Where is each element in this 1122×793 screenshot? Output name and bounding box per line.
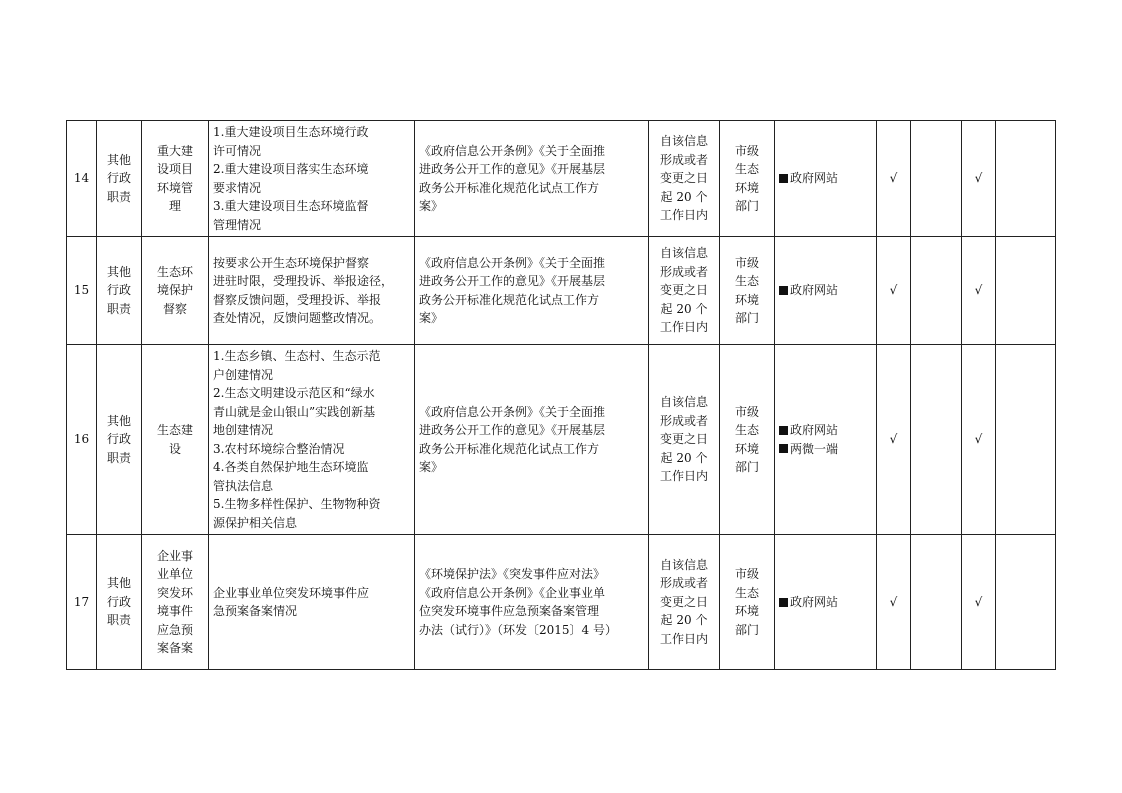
time-limit-cell-line: 起 20 个 bbox=[660, 613, 708, 628]
basis-cell bbox=[415, 237, 649, 345]
content-cell-line: 督察反馈问题，受理投诉、举报 bbox=[213, 292, 382, 307]
content-cell bbox=[209, 237, 415, 345]
category-cell-line: 行政 bbox=[106, 283, 131, 298]
content-cell-line: 要求情况 bbox=[213, 180, 262, 195]
channel-cell bbox=[775, 121, 877, 237]
time-limit-cell bbox=[649, 237, 720, 345]
check-cell-1: √ bbox=[877, 121, 911, 237]
item-cell-line: 业单位 bbox=[156, 567, 193, 581]
check-cell-2 bbox=[911, 237, 962, 345]
channel-cell bbox=[775, 345, 877, 535]
basis-cell-line: 办法（试行）》（环发〔2015〕4 号） bbox=[419, 622, 617, 637]
category-cell-line: 其他 bbox=[106, 264, 131, 279]
time-limit-cell-line: 起 20 个 bbox=[660, 450, 708, 465]
item-cell-line: 案备案 bbox=[156, 641, 193, 655]
content-cell-line: 查处情况，反馈问题整改情况。 bbox=[213, 311, 382, 325]
department-cell-line: 部门 bbox=[734, 622, 759, 637]
content-cell-line: 管理情况 bbox=[213, 217, 262, 232]
department-cell-line: 部门 bbox=[734, 199, 759, 213]
item-cell bbox=[142, 535, 209, 670]
content-cell-line: 4.各类自然保护地生态环境监 bbox=[213, 460, 369, 474]
basis-cell-line: 《环境保护法》《突发事件应对法》 bbox=[419, 567, 606, 581]
content-cell-line: 企业事业单位突发环境事件应 bbox=[213, 585, 370, 600]
table-row bbox=[67, 121, 1056, 237]
disclosure-table bbox=[66, 120, 1056, 670]
channel-label: 政府网站 bbox=[790, 171, 839, 186]
department-cell-line: 生态 bbox=[734, 585, 759, 600]
item-cell-line: 应急预 bbox=[156, 622, 193, 637]
item-cell-line: 境保护 bbox=[156, 283, 193, 298]
department-cell-line: 部门 bbox=[734, 460, 759, 474]
channel-item bbox=[779, 421, 872, 440]
content-cell-line: 急预案备案情况 bbox=[213, 604, 298, 618]
channel-label: 两微一端 bbox=[790, 441, 839, 456]
content-cell-line: 管执法信息 bbox=[213, 478, 274, 493]
time-limit-cell-line: 工作日内 bbox=[659, 631, 708, 646]
time-limit-cell bbox=[649, 535, 720, 670]
time-limit-cell-line: 自该信息 bbox=[659, 134, 708, 149]
category-cell-line: 职责 bbox=[106, 189, 131, 204]
content-cell bbox=[209, 535, 415, 670]
check-cell-4 bbox=[996, 535, 1056, 670]
black-square-icon bbox=[779, 444, 788, 453]
time-limit-cell-line: 工作日内 bbox=[659, 320, 708, 335]
check-cell-4 bbox=[996, 345, 1056, 535]
time-limit-cell-line: 起 20 个 bbox=[660, 301, 708, 316]
time-limit-cell-line: 工作日内 bbox=[659, 469, 708, 484]
item-cell-line: 突发环 bbox=[156, 585, 193, 600]
category-cell-line: 其他 bbox=[106, 152, 131, 167]
time-limit-cell-line: 变更之日 bbox=[659, 171, 708, 186]
basis-cell bbox=[415, 535, 649, 670]
category-cell-line: 其他 bbox=[106, 576, 131, 591]
item-cell bbox=[142, 121, 209, 237]
content-cell-line: 3.农村环境综合整治情况 bbox=[213, 441, 345, 456]
content-cell-line: 1.生态乡镇、生态村、生态示范 bbox=[213, 349, 381, 363]
department-cell-line: 环境 bbox=[734, 604, 759, 618]
black-square-icon bbox=[779, 426, 788, 435]
department-cell-line: 环境 bbox=[734, 441, 759, 456]
basis-cell-line: 《政府信息公开条例》《关于全面推 bbox=[419, 255, 606, 270]
category-cell-line: 行政 bbox=[106, 171, 131, 186]
category-cell bbox=[97, 535, 142, 670]
channel-item bbox=[779, 281, 872, 300]
department-cell-line: 市级 bbox=[734, 567, 759, 581]
time-limit-cell-line: 形成或者 bbox=[659, 264, 708, 279]
content-cell-line: 3.重大建设项目生态环境监督 bbox=[213, 199, 369, 213]
time-limit-cell bbox=[649, 345, 720, 535]
channel-cell bbox=[775, 535, 877, 670]
department-cell-line: 环境 bbox=[734, 292, 759, 307]
table-body bbox=[67, 121, 1056, 670]
black-square-icon bbox=[779, 286, 788, 295]
basis-cell-line: 《政府信息公开条例》《关于全面推 bbox=[419, 404, 606, 419]
time-limit-cell-line: 形成或者 bbox=[659, 152, 708, 167]
content-cell-line: 5.生物多样性保护、生物物种资 bbox=[213, 497, 381, 511]
category-cell-line: 职责 bbox=[106, 613, 131, 628]
basis-cell-line: 《政府信息公开条例》《企业事业单 bbox=[419, 585, 606, 600]
content-cell-line: 2.重大建设项目落实生态环境 bbox=[213, 162, 369, 176]
check-cell-2 bbox=[911, 535, 962, 670]
row-number: 14 bbox=[67, 121, 97, 237]
basis-cell-line: 案》 bbox=[419, 311, 444, 325]
category-cell bbox=[97, 237, 142, 345]
content-cell-line: 许可情况 bbox=[213, 143, 262, 158]
department-cell bbox=[720, 535, 775, 670]
check-cell-4 bbox=[996, 237, 1056, 345]
channel-cell bbox=[775, 237, 877, 345]
check-cell-2 bbox=[911, 345, 962, 535]
category-cell-line: 职责 bbox=[106, 450, 131, 465]
table-row bbox=[67, 237, 1056, 345]
basis-cell-line: 位突发环境事件应急预案备案管理 bbox=[419, 604, 600, 618]
category-cell bbox=[97, 345, 142, 535]
time-limit-cell-line: 起 20 个 bbox=[660, 189, 708, 204]
item-cell-line: 环境管 bbox=[156, 180, 193, 195]
category-cell-line: 行政 bbox=[106, 594, 131, 609]
category-cell-line: 其他 bbox=[106, 413, 131, 428]
channel-item bbox=[779, 440, 872, 459]
item-cell-line: 企业事 bbox=[156, 548, 193, 563]
time-limit-cell-line: 形成或者 bbox=[659, 576, 708, 591]
department-cell-line: 市级 bbox=[734, 255, 759, 270]
check-cell-3: √ bbox=[962, 121, 996, 237]
basis-cell-line: 《政府信息公开条例》《关于全面推 bbox=[419, 143, 606, 158]
department-cell-line: 生态 bbox=[734, 423, 759, 437]
item-cell-line: 境事件 bbox=[156, 604, 193, 618]
department-cell-line: 环境 bbox=[734, 180, 759, 195]
time-limit-cell-line: 工作日内 bbox=[659, 208, 708, 223]
check-cell-3: √ bbox=[962, 345, 996, 535]
item-cell-line: 重大建 bbox=[156, 143, 193, 158]
basis-cell bbox=[415, 121, 649, 237]
item-cell-line: 设项目 bbox=[156, 162, 193, 176]
content-cell-line: 地创建情况 bbox=[213, 423, 274, 437]
basis-cell-line: 进政务公开工作的意见》《开展基层 bbox=[419, 162, 606, 176]
basis-cell-line: 政务公开标准化规范化试点工作方 bbox=[419, 441, 600, 456]
department-cell-line: 生态 bbox=[734, 274, 759, 288]
content-cell-line: 按要求公开生态环境保护督察 bbox=[213, 255, 370, 270]
item-cell bbox=[142, 345, 209, 535]
department-cell bbox=[720, 121, 775, 237]
basis-cell-line: 案》 bbox=[419, 460, 444, 474]
content-cell-line: 源保护相关信息 bbox=[213, 515, 298, 530]
channel-item bbox=[779, 593, 872, 612]
black-square-icon bbox=[779, 174, 788, 183]
content-cell-line: 2.生态文明建设示范区和“绿水 bbox=[213, 386, 375, 400]
channel-label: 政府网站 bbox=[790, 283, 839, 298]
check-cell-1: √ bbox=[877, 345, 911, 535]
category-cell-line: 行政 bbox=[106, 432, 131, 447]
time-limit-cell-line: 自该信息 bbox=[659, 557, 708, 572]
basis-cell-line: 政务公开标准化规范化试点工作方 bbox=[419, 292, 600, 307]
basis-cell-line: 进政务公开工作的意见》《开展基层 bbox=[419, 274, 606, 288]
department-cell-line: 市级 bbox=[734, 143, 759, 158]
department-cell bbox=[720, 345, 775, 535]
check-cell-1: √ bbox=[877, 535, 911, 670]
check-cell-3: √ bbox=[962, 237, 996, 345]
check-cell-1: √ bbox=[877, 237, 911, 345]
department-cell-line: 生态 bbox=[734, 162, 759, 176]
table-row bbox=[67, 345, 1056, 535]
content-cell-line: 1.重大建设项目生态环境行政 bbox=[213, 125, 369, 139]
row-number: 15 bbox=[67, 237, 97, 345]
time-limit-cell bbox=[649, 121, 720, 237]
time-limit-cell-line: 自该信息 bbox=[659, 246, 708, 261]
item-cell-line: 设 bbox=[168, 441, 181, 456]
basis-cell-line: 进政务公开工作的意见》《开展基层 bbox=[419, 423, 606, 437]
channel-item bbox=[779, 169, 872, 188]
department-cell bbox=[720, 237, 775, 345]
time-limit-cell-line: 变更之日 bbox=[659, 432, 708, 447]
channel-label: 政府网站 bbox=[790, 423, 839, 437]
category-cell bbox=[97, 121, 142, 237]
basis-cell-line: 案》 bbox=[419, 199, 444, 213]
black-square-icon bbox=[779, 598, 788, 607]
check-cell-3: √ bbox=[962, 535, 996, 670]
table-row bbox=[67, 535, 1056, 670]
content-cell bbox=[209, 345, 415, 535]
content-cell-line: 进驻时限，受理投诉、举报途径， bbox=[213, 274, 394, 288]
department-cell-line: 市级 bbox=[734, 404, 759, 419]
time-limit-cell-line: 变更之日 bbox=[659, 283, 708, 298]
category-cell-line: 职责 bbox=[106, 301, 131, 316]
item-cell bbox=[142, 237, 209, 345]
row-number: 16 bbox=[67, 345, 97, 535]
item-cell-line: 理 bbox=[168, 199, 181, 213]
basis-cell bbox=[415, 345, 649, 535]
item-cell-line: 生态建 bbox=[156, 423, 193, 437]
row-number: 17 bbox=[67, 535, 97, 670]
basis-cell-line: 政务公开标准化规范化试点工作方 bbox=[419, 180, 600, 195]
item-cell-line: 生态环 bbox=[156, 264, 193, 279]
content-cell-line: 户创建情况 bbox=[213, 367, 274, 382]
content-cell-line: 青山就是金山银山”实践创新基 bbox=[213, 404, 376, 419]
time-limit-cell-line: 自该信息 bbox=[659, 395, 708, 410]
check-cell-2 bbox=[911, 121, 962, 237]
check-cell-4 bbox=[996, 121, 1056, 237]
content-cell bbox=[209, 121, 415, 237]
department-cell-line: 部门 bbox=[734, 311, 759, 325]
item-cell-line: 督察 bbox=[162, 301, 187, 316]
time-limit-cell-line: 形成或者 bbox=[659, 413, 708, 428]
channel-label: 政府网站 bbox=[790, 594, 839, 609]
time-limit-cell-line: 变更之日 bbox=[659, 594, 708, 609]
